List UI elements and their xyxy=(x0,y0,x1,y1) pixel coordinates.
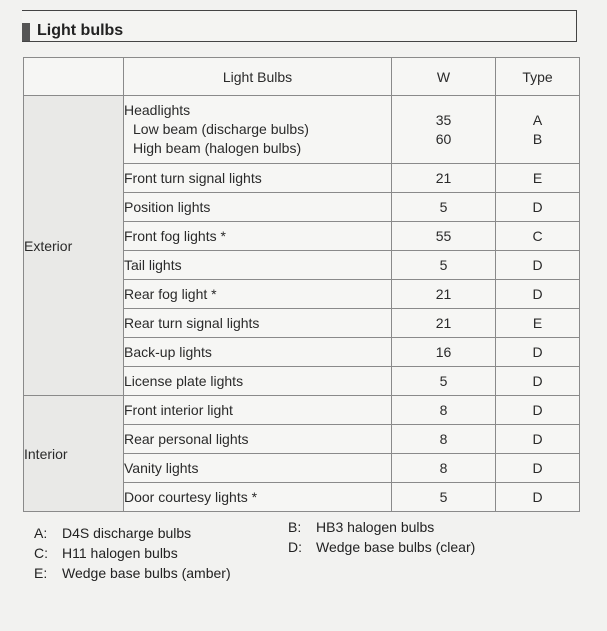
bulb-type: D xyxy=(496,193,580,222)
high-beam-type: B xyxy=(532,130,543,147)
table-row xyxy=(24,396,580,425)
bulb-watt: 5 xyxy=(392,193,496,222)
bulb-type: D xyxy=(496,280,580,309)
legend-key: C: xyxy=(34,545,48,561)
group-interior: Interior xyxy=(24,396,124,512)
light-bulbs-table xyxy=(23,57,580,512)
section-header xyxy=(22,10,577,42)
legend-item-c xyxy=(34,545,178,561)
bulb-type: D xyxy=(496,251,580,280)
bulb-type: D xyxy=(496,367,580,396)
bulb-name: Back-up lights xyxy=(124,338,392,367)
bulb-watt: 21 xyxy=(392,309,496,338)
legend-text: Wedge base bulbs (clear) xyxy=(316,539,476,555)
bulb-watt: 16 xyxy=(392,338,496,367)
bulb-type: E xyxy=(496,164,580,193)
headlights-type-cell xyxy=(496,96,580,164)
headlights-cell xyxy=(124,96,392,164)
legend-item-a xyxy=(34,525,191,541)
low-beam-type: A xyxy=(532,111,543,128)
legend-key: E: xyxy=(34,565,48,581)
bulb-type: D xyxy=(496,425,580,454)
bulb-name: Vanity lights xyxy=(124,454,392,483)
low-beam-label: Low beam (discharge bulbs) xyxy=(133,121,309,137)
header-watt: W xyxy=(392,58,496,96)
bulb-type: E xyxy=(496,309,580,338)
high-beam-watt: 60 xyxy=(435,130,452,147)
bulb-name: License plate lights xyxy=(124,367,392,396)
group-exterior: Exterior xyxy=(24,96,124,396)
bulb-name: Rear personal lights xyxy=(124,425,392,454)
bulb-type: D xyxy=(496,338,580,367)
bulb-watt: 8 xyxy=(392,425,496,454)
legend-item-d xyxy=(288,539,475,555)
bulb-name: Door courtesy lights * xyxy=(124,483,392,512)
bulb-name: Tail lights xyxy=(124,251,392,280)
bulb-name: Front turn signal lights xyxy=(124,164,392,193)
legend-item-e xyxy=(34,565,231,581)
legend-key: B: xyxy=(288,519,302,535)
table-header-row xyxy=(24,58,580,96)
legend-item-b xyxy=(288,519,434,535)
section-title: Light bulbs xyxy=(37,22,124,39)
legend-text: H11 halogen bulbs xyxy=(62,545,178,561)
bulb-watt: 8 xyxy=(392,454,496,483)
legend-key: D: xyxy=(288,539,302,555)
bulb-watt: 55 xyxy=(392,222,496,251)
bulb-type: D xyxy=(496,483,580,512)
table-row xyxy=(24,96,580,164)
bulb-name: Rear turn signal lights xyxy=(124,309,392,338)
header-light-bulbs: Light Bulbs xyxy=(124,58,392,96)
legend-key: A: xyxy=(34,525,48,541)
headlights-watt-cell xyxy=(392,96,496,164)
low-beam-watt: 35 xyxy=(435,111,452,128)
bulb-watt: 21 xyxy=(392,164,496,193)
bulb-watt: 5 xyxy=(392,367,496,396)
legend-text: D4S discharge bulbs xyxy=(62,525,192,541)
bulb-type: D xyxy=(496,396,580,425)
high-beam-label: High beam (halogen bulbs) xyxy=(133,140,302,156)
bulb-name: Front fog lights * xyxy=(124,222,392,251)
bulb-watt: 21 xyxy=(392,280,496,309)
bulb-type: C xyxy=(496,222,580,251)
bulb-name: Position lights xyxy=(124,193,392,222)
bulb-watt: 5 xyxy=(392,483,496,512)
header-type: Type xyxy=(496,58,580,96)
legend-text: HB3 halogen bulbs xyxy=(316,519,435,535)
bulb-name: Front interior light xyxy=(124,396,392,425)
legend-text: Wedge base bulbs (amber) xyxy=(62,565,231,581)
section-marker xyxy=(22,23,30,41)
header-group xyxy=(24,58,124,96)
bulb-type: D xyxy=(496,454,580,483)
bulb-name: Rear fog light * xyxy=(124,280,392,309)
bulb-watt: 5 xyxy=(392,251,496,280)
bulb-watt: 8 xyxy=(392,396,496,425)
headlights-label: Headlights xyxy=(124,102,191,118)
